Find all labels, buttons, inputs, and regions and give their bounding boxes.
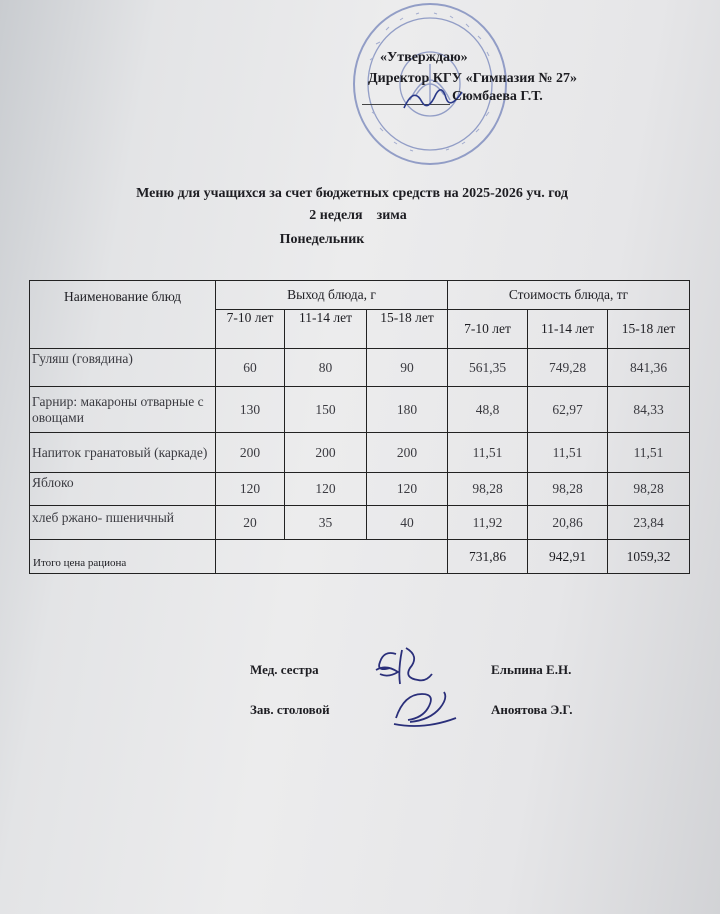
cost-value: 11,92 (448, 506, 528, 540)
cost-age-11-14: 11-14 лет (528, 310, 608, 349)
cost-value: 11,51 (528, 433, 608, 473)
output-value: 150 (285, 387, 367, 433)
table-header-row (30, 281, 690, 310)
output-age-7-10: 7-10 лет (216, 310, 285, 349)
week-label: 2 неделя (309, 208, 363, 223)
table-total-row (30, 540, 690, 574)
table-row (30, 433, 690, 473)
total-label: Итого цена рациона (30, 540, 216, 574)
cost-value: 749,28 (528, 349, 608, 387)
output-value: 120 (216, 473, 285, 506)
column-header-dish: Наименование блюд (30, 281, 216, 349)
output-value: 60 (216, 349, 285, 387)
column-header-cost: Стоимость блюда, тг (448, 281, 690, 310)
total-cost-value: 731,86 (448, 540, 528, 574)
nurse-signature-icon (362, 640, 442, 688)
season-label: зима (376, 208, 407, 223)
menu-table (29, 280, 690, 574)
cost-value: 11,51 (448, 433, 528, 473)
dish-name: Гарнир: макароны отварные с овощами (30, 387, 216, 433)
cost-value: 841,36 (608, 349, 690, 387)
cost-value: 98,28 (528, 473, 608, 506)
approver-name: Сюмбаева Г.Т. (452, 89, 543, 104)
table-row (30, 387, 690, 433)
output-value: 120 (367, 473, 448, 506)
table-row (30, 473, 690, 506)
nurse-name: Ельпина Е.Н. (491, 662, 572, 677)
cost-value: 561,35 (448, 349, 528, 387)
output-value: 200 (216, 433, 285, 473)
column-header-output: Выход блюда, г (216, 281, 448, 310)
cost-value: 84,33 (608, 387, 690, 433)
day-label: Понедельник (279, 232, 365, 247)
output-value: 40 (367, 506, 448, 540)
table-row (30, 349, 690, 387)
cost-age-7-10: 7-10 лет (448, 310, 528, 349)
output-value: 200 (285, 433, 367, 473)
document-title: Меню для учащихся за счет бюджетных средств на 2025-2026 уч. год (136, 186, 568, 201)
dish-name: Яблоко (30, 473, 216, 506)
dish-name: хлеб ржано- пшеничный (30, 506, 216, 540)
cost-value: 98,28 (448, 473, 528, 506)
output-value: 90 (367, 349, 448, 387)
output-value: 80 (285, 349, 367, 387)
dish-name: Напиток гранатовый (каркаде) (30, 433, 216, 473)
output-value: 20 (216, 506, 285, 540)
output-value: 180 (367, 387, 448, 433)
table-row (30, 506, 690, 540)
output-age-11-14: 11-14 лет (285, 310, 367, 349)
output-value: 35 (285, 506, 367, 540)
canteen-head-title: Зав. столовой (250, 702, 330, 717)
output-value: 200 (367, 433, 448, 473)
dish-name: Гуляш (говядина) (30, 349, 216, 387)
output-value: 130 (216, 387, 285, 433)
output-age-15-18: 15-18 лет (367, 310, 448, 349)
cost-value: 11,51 (608, 433, 690, 473)
canteen-head-name: Аноятова Э.Г. (491, 702, 573, 717)
total-cost-value: 1059,32 (608, 540, 690, 574)
cost-value: 23,84 (608, 506, 690, 540)
approver-position: Директор КГУ «Гимназия № 27» (368, 71, 577, 86)
cost-age-15-18: 15-18 лет (608, 310, 690, 349)
cost-value: 98,28 (608, 473, 690, 506)
cost-value: 48,8 (448, 387, 528, 433)
total-empty-cell (216, 540, 448, 574)
total-cost-value: 942,91 (528, 540, 608, 574)
approval-heading: «Утверждаю» (380, 50, 468, 65)
canteen-head-signature-icon (386, 686, 466, 730)
nurse-title: Мед. сестра (250, 662, 319, 677)
week-season-line (0, 208, 718, 224)
cost-value: 62,97 (528, 387, 608, 433)
output-value: 120 (285, 473, 367, 506)
cost-value: 20,86 (528, 506, 608, 540)
